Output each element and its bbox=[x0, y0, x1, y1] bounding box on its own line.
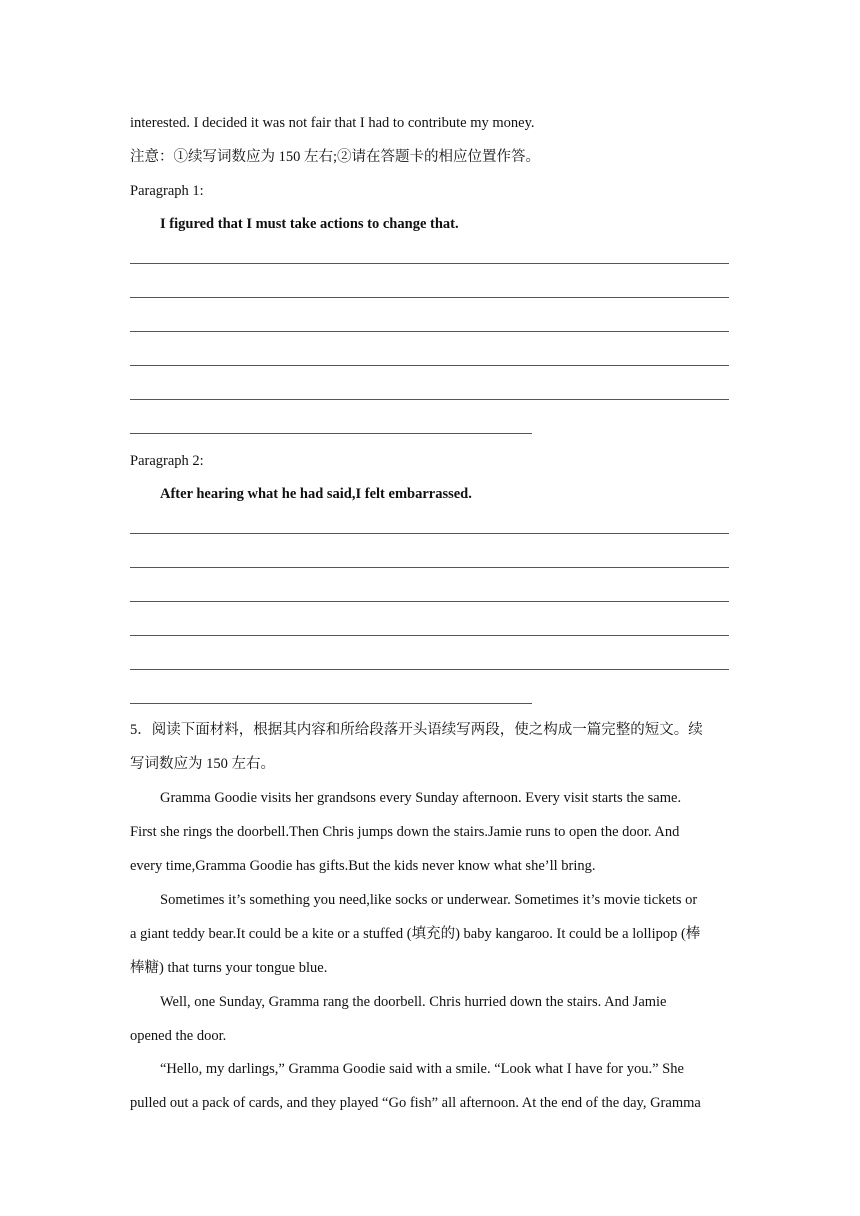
paragraph-2-opening: After hearing what he had said,I felt embarrassed. bbox=[160, 486, 472, 502]
answer-line bbox=[130, 703, 532, 704]
passage-line: First she rings the doorbell.Then Chris jumps down the stairs.Jamie runs to open the door. And bbox=[130, 824, 680, 840]
answer-line bbox=[130, 263, 729, 264]
passage-line: opened the door. bbox=[130, 1028, 227, 1044]
passage-line: Gramma Goodie visits her grandsons every Sunday afternoon. Every visit starts the same. bbox=[160, 790, 682, 806]
question-5-prompt-cont: 写词数应为 150 左右。 bbox=[130, 756, 275, 772]
answer-line bbox=[130, 297, 729, 298]
paragraph-1-opening: I figured that I must take actions to change that. bbox=[160, 216, 459, 232]
answer-line bbox=[130, 331, 729, 332]
answer-line bbox=[130, 669, 729, 670]
passage-line: Well, one Sunday, Gramma rang the doorbell. Chris hurried down the stairs. And Jamie bbox=[160, 994, 667, 1010]
passage-line: pulled out a pack of cards, and they played “Go fish” all afternoon. At the end of the day, Gramma bbox=[130, 1095, 701, 1111]
paragraph-1-label: Paragraph 1: bbox=[130, 183, 204, 199]
answer-line bbox=[130, 533, 729, 534]
previous-text-tail: interested. I decided it was not fair that I had to contribute my money. bbox=[130, 115, 535, 131]
answer-line bbox=[130, 635, 729, 636]
writing-note: 注意：①续写词数应为 150 左右;②请在答题卡的相应位置作答。 bbox=[130, 149, 541, 165]
answer-line bbox=[130, 399, 729, 400]
question-5-prompt: 5．阅读下面材料，根据其内容和所给段落开头语续写两段，使之构成一篇完整的短文。续 bbox=[130, 722, 703, 738]
passage-line: Sometimes it’s something you need,like socks or underwear. Sometimes it’s movie tickets or bbox=[160, 892, 698, 908]
answer-line bbox=[130, 365, 729, 366]
answer-line bbox=[130, 601, 729, 602]
passage-line: 棒糖) that turns your tongue blue. bbox=[130, 960, 328, 976]
answer-line bbox=[130, 567, 729, 568]
passage-line: a giant teddy bear.It could be a kite or a stuffed (填充的) baby kangaroo. It could be a lollipop (棒 bbox=[130, 926, 701, 942]
passage-line: “Hello, my darlings,” Gramma Goodie said with a smile. “Look what I have for you.” She bbox=[160, 1061, 684, 1077]
paragraph-2-label: Paragraph 2: bbox=[130, 453, 204, 469]
passage-line: every time,Gramma Goodie has gifts.But the kids never know what she’ll bring. bbox=[130, 858, 596, 874]
answer-line bbox=[130, 433, 532, 434]
